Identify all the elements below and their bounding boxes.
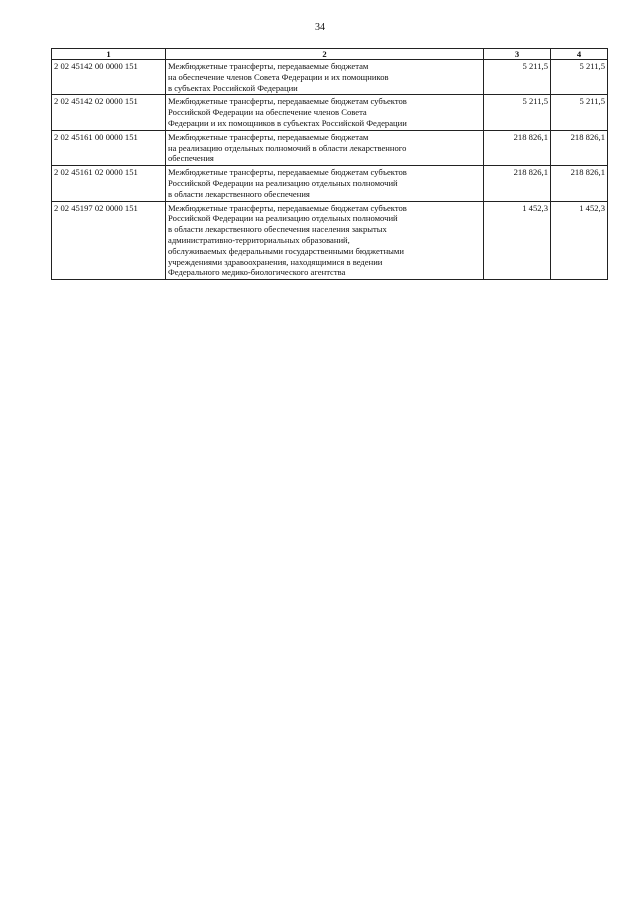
table-row [52,130,608,165]
header-cell: 2 [166,49,484,60]
header-cell: 3 [484,49,551,60]
amount-cell-col4: 218 826,1 [551,130,608,165]
description-line: обслуживаемых федеральными государственными бюджетными [168,245,404,256]
table-body [52,60,608,280]
amount-cell-col4: 1 452,3 [551,201,608,280]
amount-cell-col3: 218 826,1 [484,130,551,165]
description-cell [166,60,484,95]
description-line: Федерального медико-биологического агентства [168,267,346,278]
table-row [52,60,608,95]
description-cell [166,95,484,130]
description-line: Федерации и их помощников в субъектах Российской Федерации [168,117,407,128]
description-line: Межбюджетные трансферты, передаваемые бюджетам субъектов [168,96,407,107]
amount-cell-col3: 5 211,5 [484,95,551,130]
header-cell: 1 [52,49,166,60]
description-line: Российской Федерации на реализацию отдельных полномочий [168,177,398,188]
amount-cell-col4: 5 211,5 [551,60,608,95]
amount-cell-col3: 5 211,5 [484,60,551,95]
table-header-row [52,49,608,60]
header-cell: 4 [551,49,608,60]
budget-code-cell: 2 02 45197 02 0000 151 [52,201,166,280]
description-line: учреждениями здравоохранения, находящимися в ведении [168,256,383,267]
amount-cell-col3: 218 826,1 [484,166,551,201]
table-row [52,201,608,280]
description-cell [166,166,484,201]
amount-cell-col4: 218 826,1 [551,166,608,201]
description-line: Межбюджетные трансферты, передаваемые бюджетам субъектов [168,202,407,213]
budget-code-cell: 2 02 45161 02 0000 151 [52,166,166,201]
table-row [52,166,608,201]
description-line: Российской Федерации на обеспечение членов Совета [168,107,367,118]
description-line: административно-территориальных образований, [168,234,350,245]
budget-code-cell: 2 02 45142 02 0000 151 [52,95,166,130]
amount-cell-col4: 5 211,5 [551,95,608,130]
description-line: в области лекарственного обеспечения населения закрытых [168,224,387,235]
budget-code-cell: 2 02 45161 00 0000 151 [52,130,166,165]
page-number: 34 [315,22,325,33]
description-line: Межбюджетные трансферты, передаваемые бюджетам субъектов [168,167,407,178]
budget-table [51,48,608,280]
description-line: в субъектах Российской Федерации [168,82,298,93]
table-row [52,95,608,130]
description-line: на обеспечение членов Совета Федерации и их помощников [168,71,389,82]
description-line: в области лекарственного обеспечения [168,188,310,199]
description-line: Межбюджетные трансферты, передаваемые бюджетам [168,131,369,142]
description-line: Межбюджетные трансферты, передаваемые бюджетам [168,61,369,71]
budget-code-cell: 2 02 45142 00 0000 151 [52,60,166,95]
description-line: на реализацию отдельных полномочий в области лекарственного [168,142,407,153]
description-line: обеспечения [168,153,214,164]
description-cell [166,130,484,165]
description-line: Российской Федерации на реализацию отдельных полномочий [168,213,398,224]
description-cell [166,201,484,280]
amount-cell-col3: 1 452,3 [484,201,551,280]
